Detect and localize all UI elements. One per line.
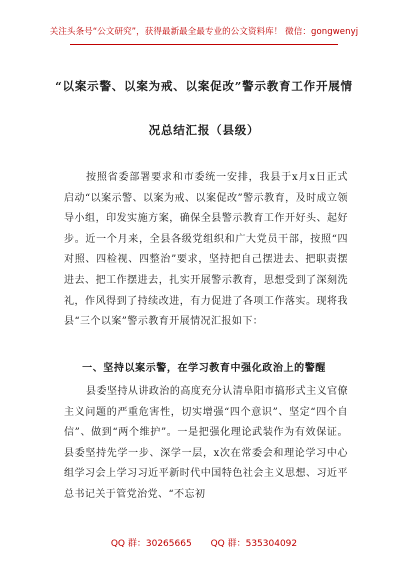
footer-contact [0, 536, 408, 549]
header-divider [70, 44, 338, 45]
footer-qq-group-1: QQ 群：30265665 [110, 539, 192, 549]
footer-qq-group-2: QQ 群：535304092 [210, 539, 298, 549]
document-title-line-2: 况总结汇报（县级） [148, 123, 260, 137]
header-promo-text: 关注头条号“公文研究”，获得最新最全最专业的公文资料库！ 微信：gongwenyj [49, 27, 359, 37]
section-heading-1: 一、坚持以案示警，在学习教育中强化政治上的警醒 [82, 363, 326, 374]
body-paragraph-2: 县委坚持从讲政治的高度充分认清阜阳市搞形式主义官僚主义问题的严重危害性，切实增强“四个意识”、坚定“四个自信”、做到“两个维护”。一是把强化理论武装作为有效保证。县委坚持先学一步、深学一层，x次在常委会和理论学习中心组学习会上学习习近平新时代中国特色社会主义思想、习近平总书记关于管党治党、“不忘初 [64, 386, 348, 500]
body-paragraph-1: 按照省委部署要求和市委统一安排，我县于x月x日正式启动“以案示警、以案为戒、以案促改”警示教育，及时成立领导小组，印发实施方案，确保全县警示教育工作开好头、起好步。近一个月来，全县各级党组织和广大党员干部，按照“四对照、四检视、四整治”要求，坚持把自己摆进去、把职责摆进去、把工作摆进去，扎实开展警示教育，思想受到了深刻洗礼，作风得到了持续改进，有力促进了各项工作落实。现将我县“三个以案”警示教育开展情况汇报如下： [64, 172, 348, 328]
document-title-line-1: “以案示警、以案为戒、以案促改”警示教育工作开展情 [55, 79, 353, 93]
